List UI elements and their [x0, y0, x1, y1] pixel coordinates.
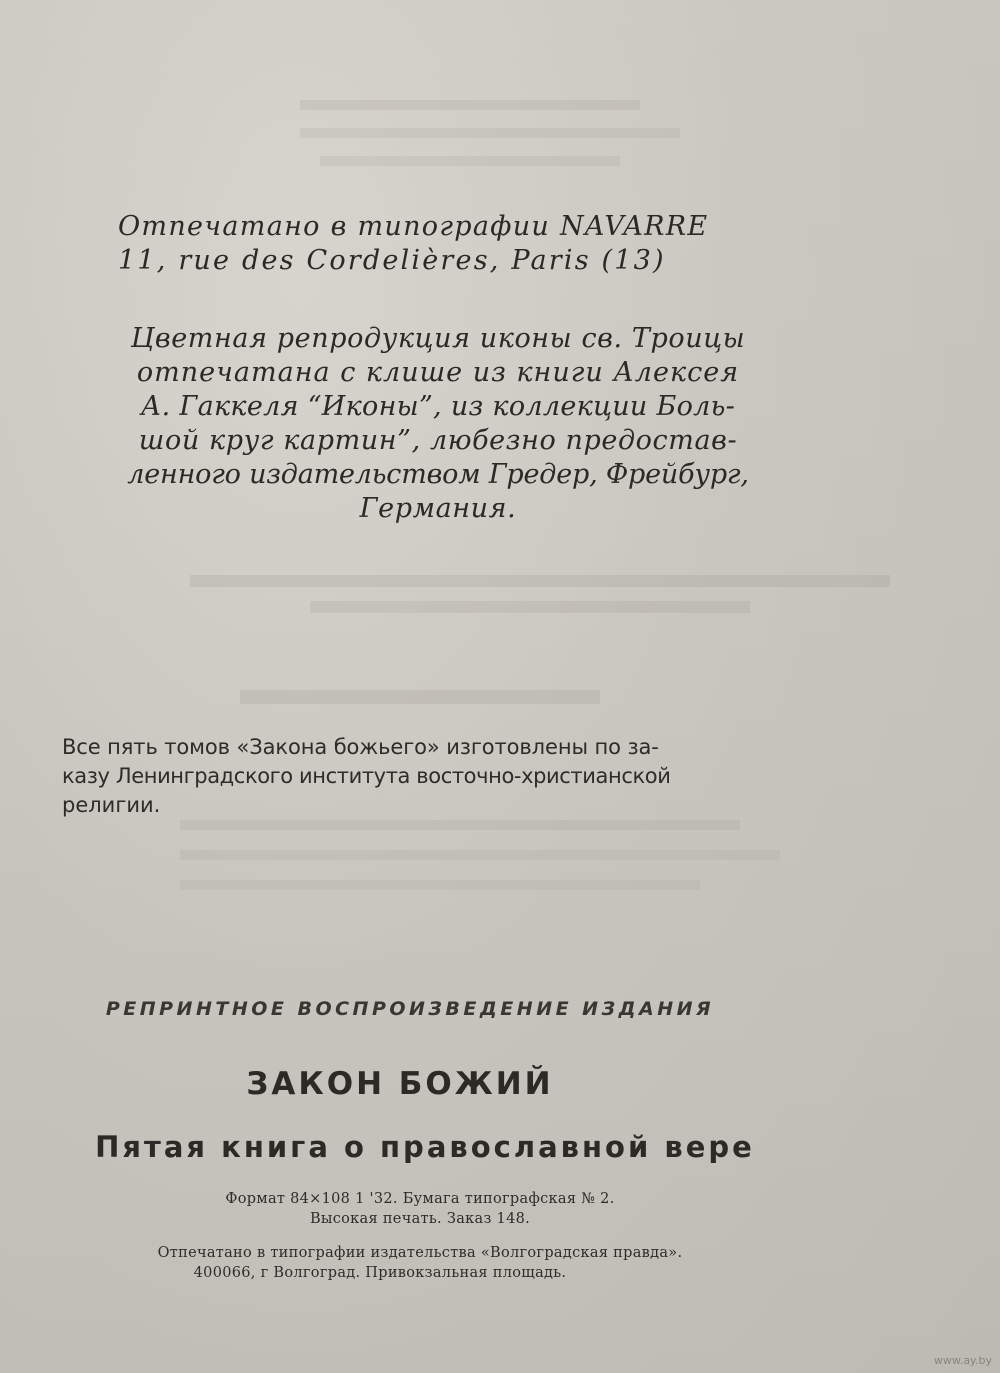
- book-subtitle: Пятая книга о православной вере: [95, 1130, 755, 1164]
- show-through-text: [190, 575, 890, 635]
- imprint-printer-line-2: 400066, г Волгоград. Привокзальная площадь.: [193, 1265, 567, 1281]
- reproduction-line: А. Гаккеля “Иконы”, из коллекции Боль-: [140, 391, 736, 422]
- reproduction-line: Цветная репродукция иконы св. Троицы: [130, 323, 746, 354]
- printer-line-1: Отпечатано в типографии NAVARRE: [118, 211, 709, 242]
- imprint-format-line-1: Формат 84×108 1 '32. Бумага типографская № 2.: [225, 1191, 615, 1207]
- volumes-line: казу Ленинградского института восточно-христианской: [62, 764, 671, 788]
- imprint-printer-line-1: Отпечатано в типографии издательства «Волгоградская правда».: [157, 1245, 683, 1261]
- printer-block: [118, 210, 758, 278]
- volumes-note: [62, 733, 822, 820]
- reprint-label: РЕПРИНТНОЕ ВОСПРОИЗВЕДЕНИЕ ИЗДАНИЯ: [105, 998, 715, 1020]
- reproduction-note: [118, 322, 758, 526]
- imprint-format-line-2: Высокая печать. Заказ 148.: [309, 1211, 531, 1227]
- show-through-text: [300, 95, 820, 185]
- imprint-printer: [60, 1243, 780, 1283]
- printer-line-2: 11, rue des Cordelières, Paris (13): [118, 245, 666, 276]
- book-title: ЗАКОН БОЖИЙ: [246, 1066, 554, 1102]
- reproduction-line: ленного издательством Гредер, Фрейбург,: [127, 459, 749, 490]
- show-through-text: [240, 690, 600, 720]
- watermark: www.ay.by: [933, 1354, 992, 1367]
- volumes-line: религии.: [62, 793, 161, 817]
- imprint-format: [120, 1189, 720, 1229]
- reproduction-line: шой круг картин”, любезно предостав-: [138, 425, 738, 456]
- reproduction-line: отпечатана с клише из книги Алексея: [136, 357, 740, 388]
- reproduction-line: Германия.: [359, 493, 517, 524]
- show-through-text: [180, 820, 800, 940]
- volumes-line: Все пять томов «Закона божьего» изготовлены по за-: [62, 735, 659, 759]
